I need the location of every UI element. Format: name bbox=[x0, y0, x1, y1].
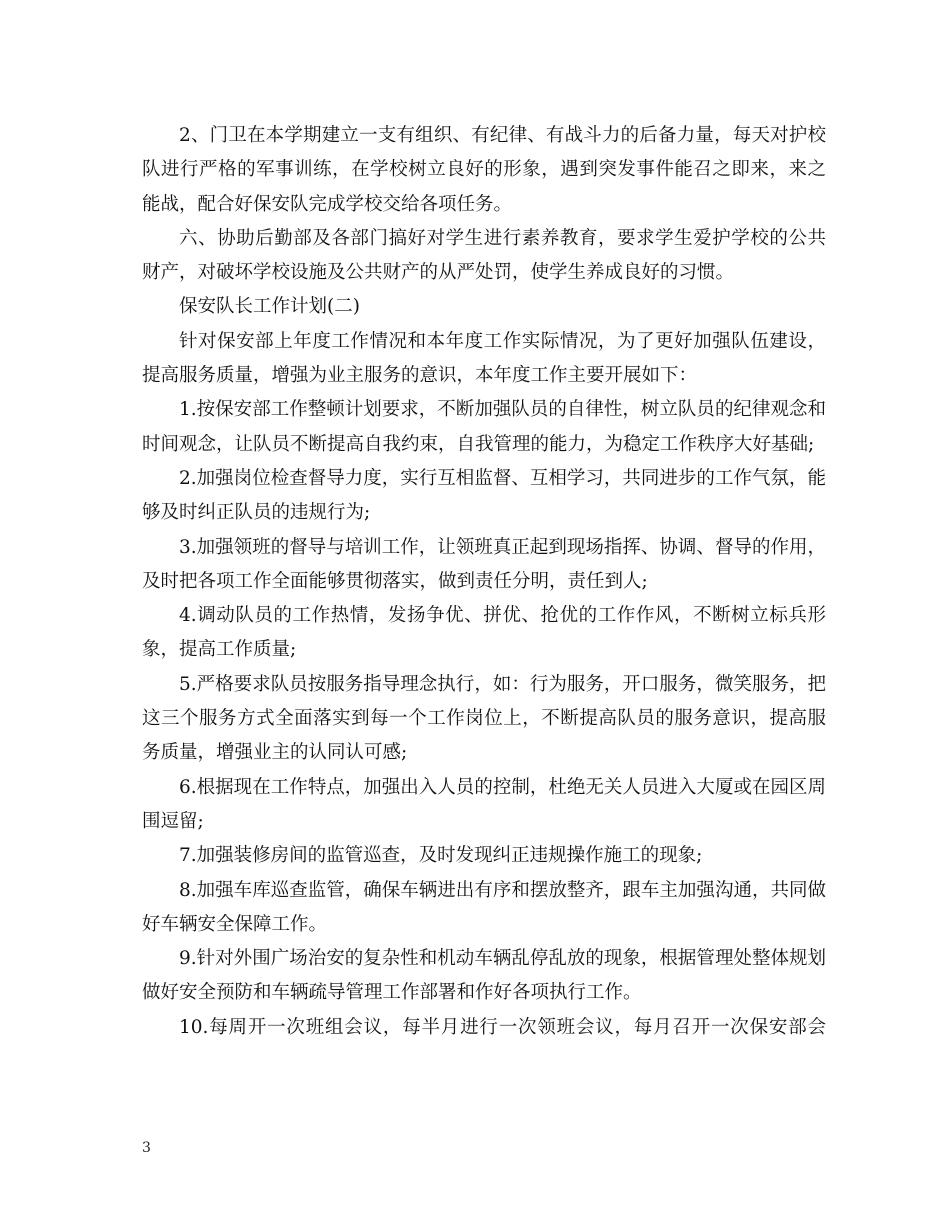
list-item-4: 4.调动队员的工作热情，发扬争优、拼优、抢优的工作作风，不断树立标兵形象，提高工作质量; bbox=[142, 605, 826, 661]
list-item-6: 6.根据现在工作特点，加强出入人员的控制，杜绝无关人员进入大厦或在园区周围逗留; bbox=[142, 776, 826, 832]
list-item-8: 8.加强车库巡查监管，确保车辆进出有序和摆放整齐，跟车主加强沟通，共同做好车辆安全保障工作。 bbox=[142, 879, 826, 935]
list-item-1: 1.按保安部工作整顿计划要求，不断加强队员的自律性，树立队员的纪律观念和时间观念，让队员不断提高自我约束，自我管理的能力，为稳定工作秩序大好基础; bbox=[142, 399, 826, 455]
paragraph-gate-guard-reserve: 2、门卫在本学期建立一支有组织、有纪律、有战斗力的后备力量，每天对护校队进行严格的军事训练，在学校树立良好的形象，遇到突发事件能召之即来，来之能战，配合好保安队完成学校交给各项任务。 bbox=[142, 125, 826, 215]
list-item-5: 5.严格要求队员按服务指导理念执行，如：行为服务，开口服务，微笑服务，把这三个服务方式全面落实到每一个工作岗位上，不断提高队员的服务意识，提高服务质量，增强业主的认同认可感; bbox=[142, 673, 826, 764]
list-item-9: 9.针对外围广场治安的复杂性和机动车辆乱停乱放的现象，根据管理处整体规划做好安全预防和车辆疏导管理工作部署和作好各项执行工作。 bbox=[142, 948, 826, 1004]
list-item-3: 3.加强领班的督导与培训工作，让领班真正起到现场指挥、协调、督导的作用，及时把各项工作全面能够贯彻落实，做到责任分明，责任到人; bbox=[142, 536, 826, 592]
document-body bbox=[142, 119, 826, 1045]
list-item-10: 10.每周开一次班组会议，每半月进行一次领班会议，每月召开一次保安部会 bbox=[179, 1016, 826, 1038]
paragraph-section-six: 六、协助后勤部及各部门搞好对学生进行素养教育，要求学生爱护学校的公共财产，对破坏学校设施及公共财产的从严处罚，使学生养成良好的习惯。 bbox=[142, 227, 826, 284]
list-item-7: 7.加强装修房间的监管巡查，及时发现纠正违规操作施工的现象; bbox=[179, 845, 703, 867]
list-item-2: 2.加强岗位检查督导力度，实行互相监督、互相学习，共同进步的工作气氛，能够及时纠正队员的违规行为; bbox=[142, 467, 826, 524]
page-number: 3 bbox=[142, 1140, 151, 1156]
paragraph-intro: 针对保安部上年度工作情况和本年度工作实际情况，为了更好加强队伍建设，提高服务质量，增强为业主服务的意识，本年度工作主要开展如下： bbox=[142, 330, 826, 387]
section-heading: 保安队长工作计划(二) bbox=[179, 296, 360, 318]
